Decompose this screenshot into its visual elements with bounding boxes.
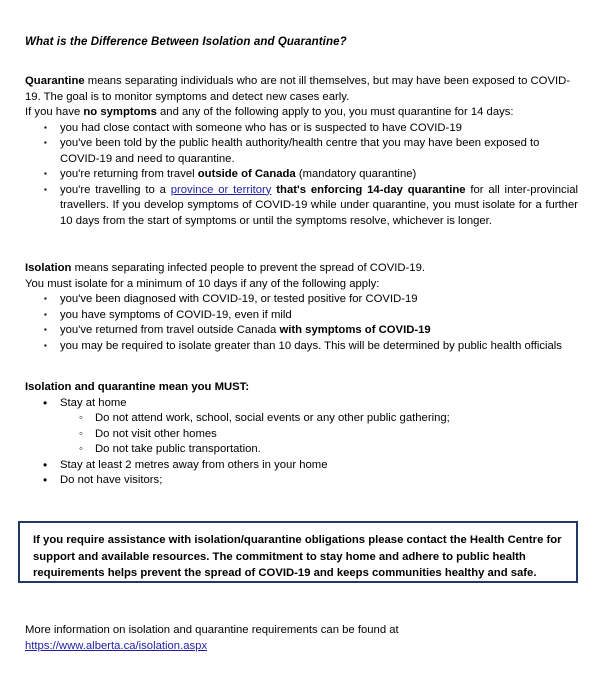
bullet-text-pre: you have symptoms of COVID-19, even if mild — [60, 308, 292, 321]
bullet-text-pre: you've returned from travel outside Canada — [60, 324, 280, 336]
must-heading: Isolation and quarantine mean you MUST: — [25, 381, 250, 393]
must-bullet-list — [25, 396, 578, 412]
list-item — [25, 339, 578, 355]
must-section — [25, 380, 578, 489]
quarantine-section — [25, 74, 578, 229]
bullet-text-pre: you've been diagnosed with COVID-19, or tested positive for COVID-19 — [60, 293, 418, 305]
must-bullet-list-continued — [25, 458, 578, 489]
list-item: ◦ Do not take public transportation. — [25, 442, 578, 458]
link-bullet-post: for all inter-provincial travellers. If you develop symptoms of COVID-19 while under quarantine, you must isolate for a further 10 days from the start of symptoms or until the symptoms resolve, whichever is longer. — [60, 183, 579, 227]
link-bullet-pre: you're travelling to a — [60, 183, 171, 196]
isolation-section — [25, 261, 578, 354]
isolation-intro-text: means separating infected people to prevent the spread of COVID-19. — [71, 262, 426, 274]
must-sub-bullet-list — [25, 411, 578, 458]
list-item — [25, 136, 578, 167]
page-title: What is the Difference Between Isolation and Quarantine? — [25, 36, 347, 48]
list-item: ◦ Do not attend work, school, social events or any other public gathering; — [25, 411, 578, 427]
isolation-intro-keyword: Isolation — [25, 262, 72, 274]
more-information-footer — [25, 622, 578, 654]
isolation-lead-paragraph: You must isolate for a minimum of 10 days if any of the following apply: — [25, 277, 380, 290]
list-item — [25, 167, 578, 183]
list-item: • Stay at least 2 metres away from others in your home — [25, 458, 578, 474]
list-item — [25, 121, 578, 137]
quarantine-intro-text: means separating individuals who are not ill themselves, but may have been exposed to COVID-19. The goal is to monitor symptoms and detect new cases early. — [25, 75, 571, 103]
bullet-text-pre: you've been told by the public health authority/health centre that you may have been exposed to COVID-19 and need to quarantine. — [60, 137, 540, 165]
footer-text: More information on isolation and quarantine requirements can be found at — [25, 624, 399, 636]
list-item — [25, 308, 578, 324]
quarantine-lead-pre: If you have — [25, 106, 84, 118]
list-item: • Stay at home — [25, 396, 578, 412]
bullet-text-pre: you're returning from travel — [60, 168, 198, 180]
quarantine-bullet-list — [25, 121, 578, 230]
list-item — [25, 292, 578, 308]
quarantine-lead-keyword: no symptoms — [83, 106, 157, 118]
bullet-text-pre: you had close contact with someone who has or is suspected to have COVID-19 — [60, 121, 462, 134]
quarantine-intro-keyword: Quarantine — [25, 75, 85, 87]
bullet-text-post: (mandatory quarantine) — [295, 168, 417, 180]
list-item-with-link — [25, 183, 578, 230]
link-bullet-bold: that's enforcing 14-day quarantine — [271, 183, 466, 196]
assistance-callout-box — [18, 521, 578, 583]
callout-text: If you require assistance with isolation/quarantine obligations please contact the Health Centre for support and available resources. The commitment to stay home and adhere to public health requirements helps prevent the spread of COVID-19 and keeps communities healthy and safe. — [33, 534, 562, 579]
isolation-bullet-list — [25, 292, 578, 354]
quarantine-intro-paragraph — [25, 74, 578, 105]
quarantine-lead-paragraph — [25, 105, 578, 121]
isolation-intro-paragraph — [25, 261, 578, 277]
list-item: ◦ Do not visit other homes — [25, 427, 578, 443]
alberta-isolation-url-link[interactable]: https://www.alberta.ca/isolation.aspx — [25, 640, 208, 652]
bullet-text-bold: outside of Canada — [197, 168, 296, 180]
province-or-territory-link[interactable]: province or territory — [170, 183, 272, 196]
list-item — [25, 323, 578, 339]
list-item: • Do not have visitors; — [25, 473, 578, 489]
bullet-text-pre: you may be required to isolate greater than 10 days. This will be determined by public health officials — [60, 339, 562, 352]
bullet-text-bold: with symptoms of COVID-19 — [279, 324, 431, 336]
quarantine-lead-post: and any of the following apply to you, you must quarantine for 14 days: — [156, 106, 514, 118]
